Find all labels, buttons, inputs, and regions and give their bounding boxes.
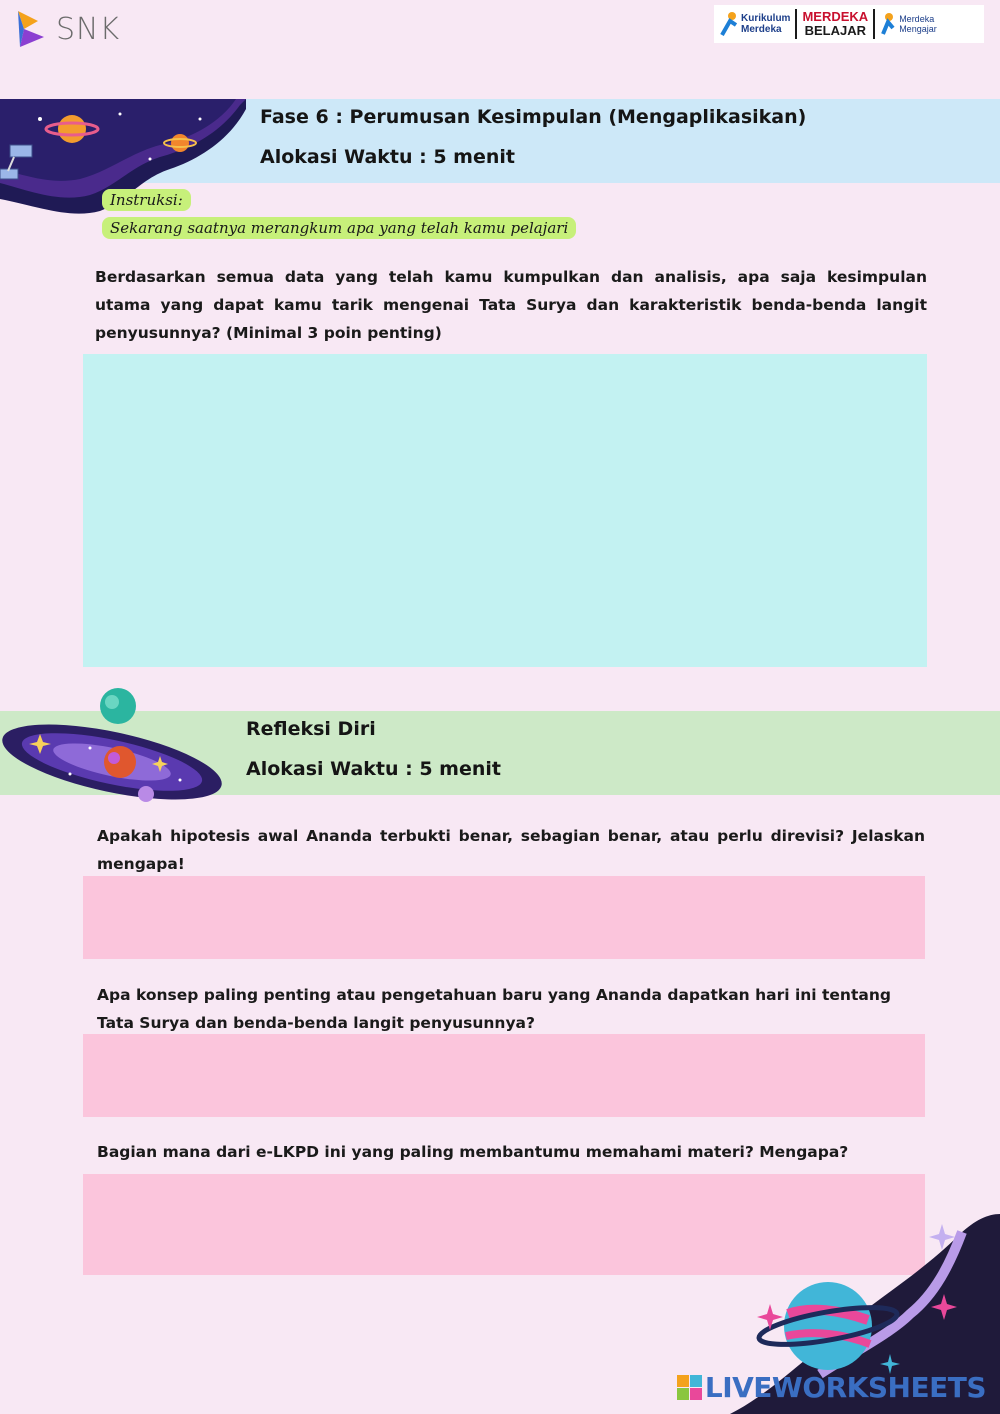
merdeka-mengajar-text: Merdeka Mengajar — [899, 14, 937, 34]
kurikulum-merdeka-icon — [720, 11, 738, 37]
reflection-time: Alokasi Waktu : 5 menit — [246, 758, 501, 780]
partner-divider — [873, 9, 875, 39]
merdeka-belajar-text: MERDEKA BELAJAR — [802, 9, 869, 38]
reflection-question-2: Apa konsep paling penting atau pengetahuan baru yang Ananda dapatkan hari ini tentang Tata Surya dan benda-benda langit penyusunnya? — [97, 986, 891, 1032]
merdeka-mengajar-icon — [880, 12, 896, 36]
watermark-text: LIVEWORKSHEETS — [704, 1371, 986, 1404]
reflection-title: Refleksi Diri — [246, 718, 376, 740]
conclusion-title: Fase 6 : Perumusan Kesimpulan (Mengaplikasikan) — [260, 106, 807, 128]
reflection-question-3: Bagian mana dari e-LKPD ini yang paling membantumu memahami materi? Mengapa? — [97, 1143, 849, 1161]
conclusion-answer-field[interactable] — [83, 354, 927, 667]
reflection-answer-field-1[interactable] — [83, 876, 925, 959]
partner-logos — [714, 5, 984, 43]
liveworksheets-logo-icon — [677, 1375, 703, 1401]
snk-logo — [14, 6, 134, 52]
instruction-text: Sekarang saatnya merangkum apa yang telah kamu pelajari — [102, 217, 576, 239]
partner-divider — [795, 9, 797, 39]
snk-logo-icon — [14, 7, 50, 51]
instruction-text-box — [102, 218, 576, 237]
instruction-label: Instruksi: — [102, 189, 191, 211]
reflection-question-1: Apakah hipotesis awal Ananda terbukti benar, sebagian benar, atau perlu direvisi? Jelaskan mengapa! — [97, 827, 925, 873]
instruction-box — [102, 190, 191, 209]
conclusion-time: Alokasi Waktu : 5 menit — [260, 146, 515, 168]
conclusion-question: Berdasarkan semua data yang telah kamu kumpulkan dan analisis, apa saja kesimpulan utama yang dapat kamu tarik mengenai Tata Surya dan karakteristik benda-benda langit penyusunnya? (Minimal 3 poin penting) — [95, 268, 927, 342]
kurikulum-merdeka-text: Kurikulum Merdeka — [741, 13, 791, 35]
reflection-answer-field-2[interactable] — [83, 1034, 925, 1117]
snk-logo-text: SNK — [56, 11, 121, 47]
galaxy-decoration-icon — [0, 684, 230, 804]
liveworksheets-watermark — [677, 1371, 986, 1404]
